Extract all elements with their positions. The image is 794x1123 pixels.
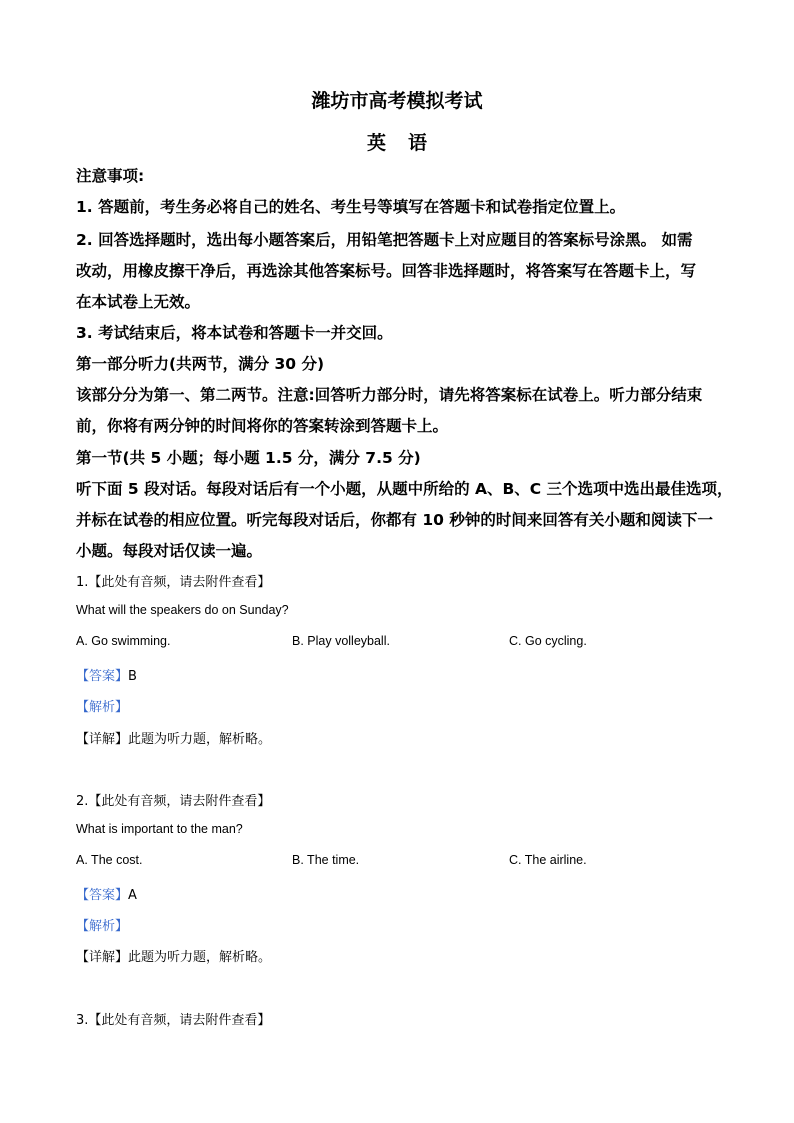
question-2-text: What is important to the man? bbox=[76, 822, 243, 836]
question-1-answer bbox=[76, 665, 137, 684]
notice-heading: 注意事项: bbox=[76, 167, 145, 185]
question-2-option-c: C. The airline. bbox=[509, 853, 587, 867]
analysis-tag: 【解析】 bbox=[76, 700, 129, 715]
question-1-text: What will the speakers do on Sunday? bbox=[76, 603, 289, 617]
part1-intro-line: 前，你将有两分钟的时间将你的答案转涂到答题卡上。 bbox=[76, 417, 449, 435]
question-2-detail bbox=[76, 946, 271, 965]
part1-heading: 第一部分听力(共两节，满分 30 分) bbox=[76, 355, 325, 373]
detail-tag: 【详解】 bbox=[76, 732, 129, 747]
answer-tag: 【答案】 bbox=[76, 888, 129, 903]
exam-title: 潍坊市高考模拟考试 bbox=[311, 90, 483, 112]
question-2-option-a: A. The cost. bbox=[76, 853, 143, 867]
part1-intro-line: 该部分分为第一、第二两节。注意:回答听力部分时，请先将答案标在试卷上。听力部分结束 bbox=[76, 386, 703, 404]
analysis-tag: 【解析】 bbox=[76, 919, 129, 934]
detail-text: 此题为听力题，解析略。 bbox=[128, 950, 272, 965]
section-heading: 第一节(共 5 小题；每小题 1.5 分，满分 7.5 分) bbox=[76, 449, 421, 467]
answer-value: A bbox=[128, 888, 137, 903]
notice-item: 改动，用橡皮擦干净后，再选涂其他答案标号。回答非选择题时，将答案写在答题卡上，写 bbox=[76, 262, 697, 280]
question-2-head: 2.【此处有音频，请去附件查看】 bbox=[76, 794, 271, 809]
section-intro-line: 并标在试卷的相应位置。听完每段对话后，你都有 10 秒钟的时间来回答有关小题和阅读下一 bbox=[76, 511, 713, 529]
section-intro-line: 听下面 5 段对话。每段对话后有一个小题，从题中所给的 A、B、C 三个选项中选出最佳选项， bbox=[76, 480, 733, 498]
notice-item: 在本试卷上无效。 bbox=[76, 293, 201, 311]
notice-item: 3. 考试结束后，将本试卷和答题卡一并交回。 bbox=[76, 324, 393, 342]
notice-item: 2. 回答选择题时，选出每小题答案后，用铅笔把答题卡上对应题目的答案标号涂黑。 如需 bbox=[76, 231, 693, 249]
question-1-option-c: C. Go cycling. bbox=[509, 634, 587, 648]
detail-tag: 【详解】 bbox=[76, 950, 129, 965]
subject-title: 英语 bbox=[366, 132, 449, 154]
answer-tag: 【答案】 bbox=[76, 669, 129, 684]
question-1-option-a: A. Go swimming. bbox=[76, 634, 171, 648]
question-1-detail bbox=[76, 728, 271, 747]
notice-item: 1. 答题前，考生务必将自己的姓名、考生号等填写在答题卡和试卷指定位置上。 bbox=[76, 198, 626, 216]
question-1-head: 1.【此处有音频，请去附件查看】 bbox=[76, 575, 271, 590]
detail-text: 此题为听力题，解析略。 bbox=[128, 732, 272, 747]
question-3-head: 3.【此处有音频，请去附件查看】 bbox=[76, 1013, 271, 1028]
question-2-answer bbox=[76, 884, 137, 903]
question-1-option-b: B. Play volleyball. bbox=[292, 634, 390, 648]
question-2-analysis bbox=[76, 915, 128, 934]
question-1-analysis bbox=[76, 696, 128, 715]
answer-value: B bbox=[128, 669, 137, 684]
question-2-option-b: B. The time. bbox=[292, 853, 360, 867]
section-intro-line: 小题。每段对话仅读一遍。 bbox=[76, 542, 263, 560]
